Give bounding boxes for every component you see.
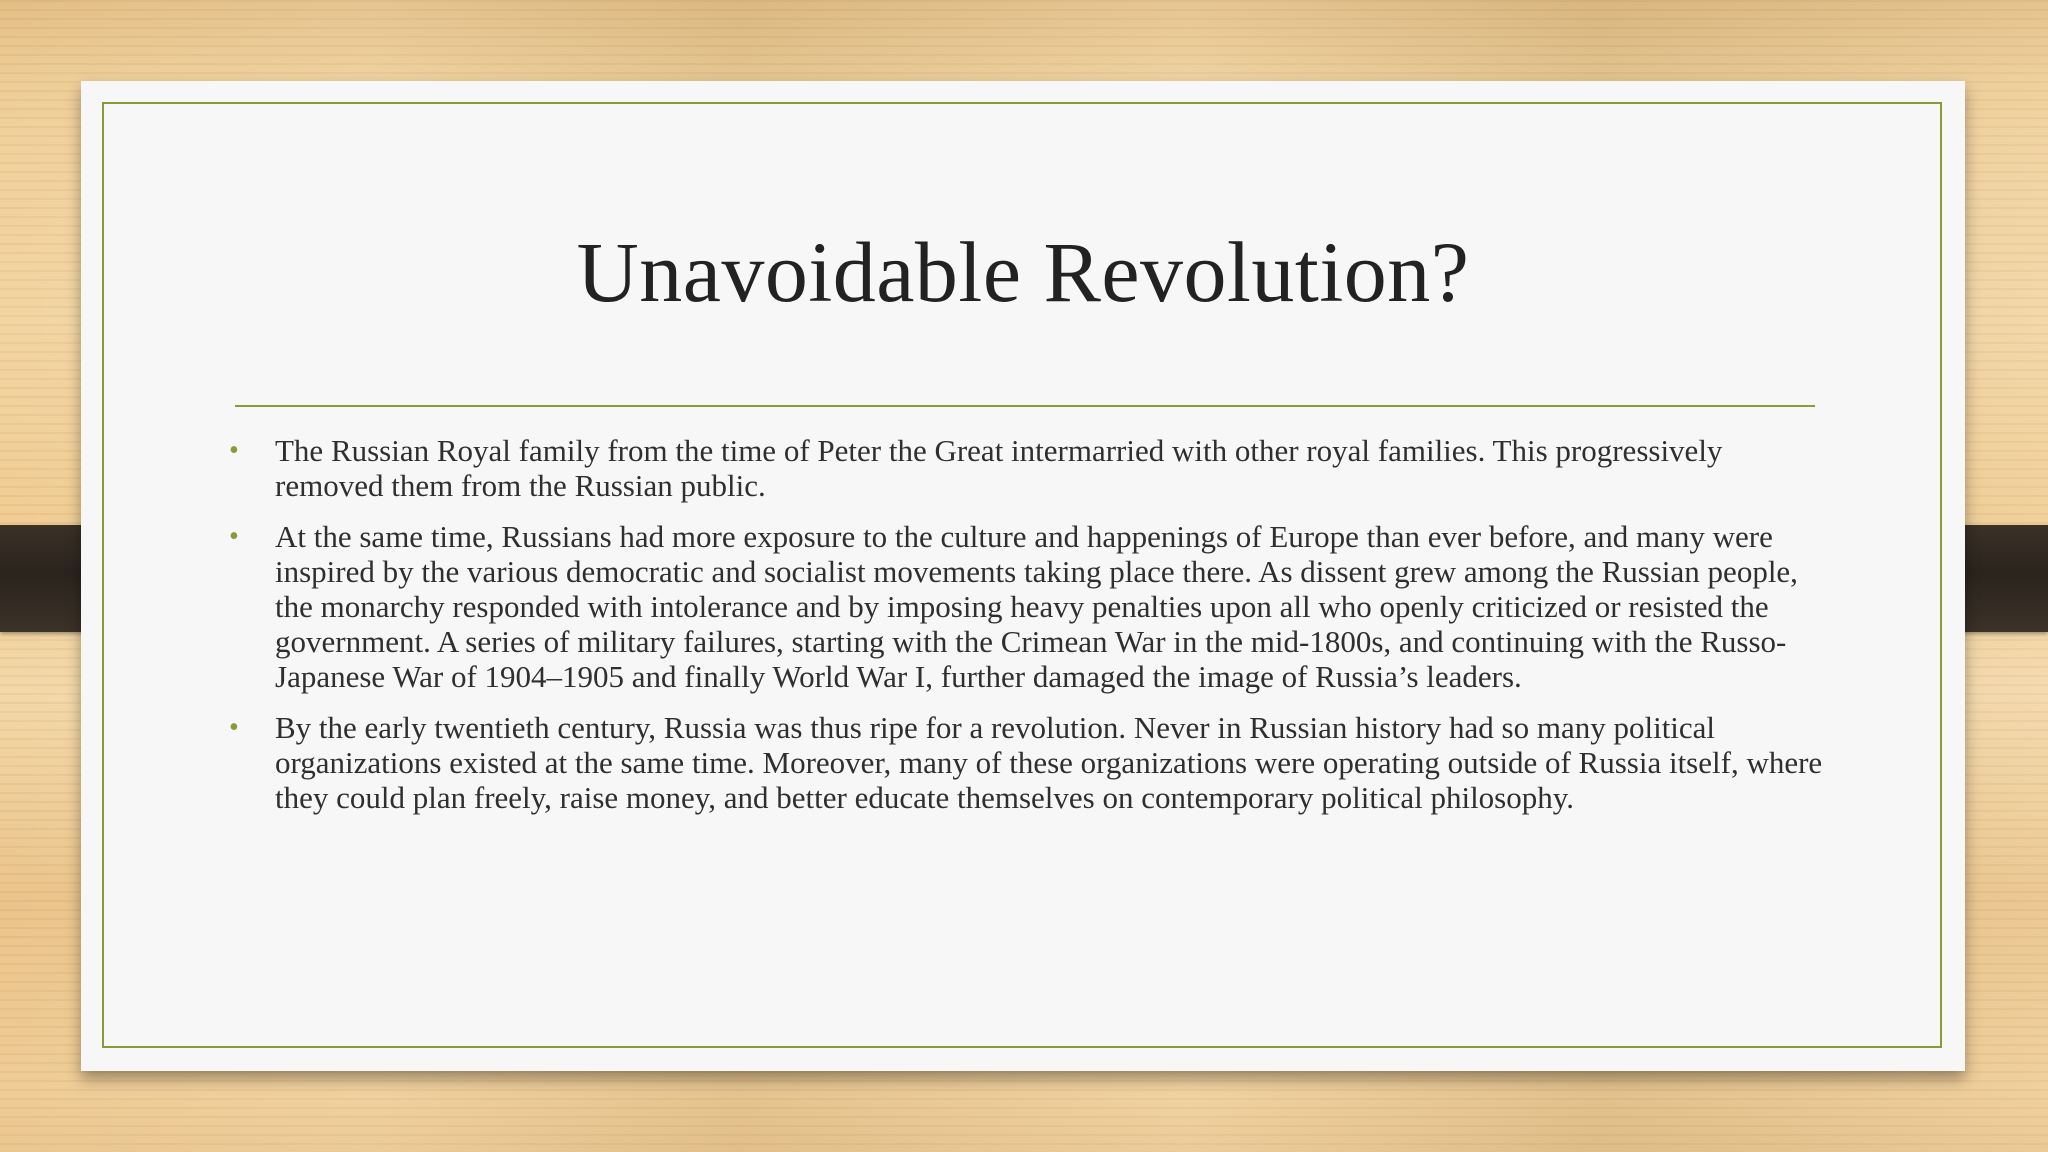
bullet-icon: •	[229, 521, 239, 552]
right-clip	[1955, 525, 2048, 632]
bullet-icon: •	[229, 435, 239, 466]
bullet-text: At the same time, Russians had more exposure to the culture and happenings of Europe than ever before, and many were inspired by the various democratic and socialist movements taking place there. As dissent grew among the Russian people, the monarchy responded with intolerance and by imposing heavy penalties upon all who openly criticized or resisted the government. A series of military failures, starting with the Crimean War in the mid-1800s, and continuing with the Russo-Japanese War of 1904–1905 and finally World War I, further damaged the image of Russia’s leaders.	[275, 519, 1798, 694]
bullet-icon: •	[229, 712, 239, 743]
title-divider	[235, 405, 1815, 407]
bullet-item	[227, 433, 1827, 503]
bullet-list	[227, 433, 1827, 831]
slide-card	[81, 81, 1965, 1071]
bullet-item	[227, 519, 1827, 694]
bullet-text: The Russian Royal family from the time of Peter the Great intermarried with other royal families. This progressively removed them from the Russian public.	[275, 433, 1723, 503]
wood-background-bottom	[0, 1090, 2048, 1152]
bullet-text: By the early twentieth century, Russia was thus ripe for a revolution. Never in Russian history had so many political organizations existed at the same time. Moreover, many of these organizations were operating outside of Russia itself, where they could plan freely, raise money, and better educate themselves on contemporary political philosophy.	[275, 710, 1823, 815]
bullet-item	[227, 710, 1827, 815]
wood-background-top	[0, 0, 2048, 80]
slide-title: Unavoidable Revolution?	[576, 224, 1470, 320]
